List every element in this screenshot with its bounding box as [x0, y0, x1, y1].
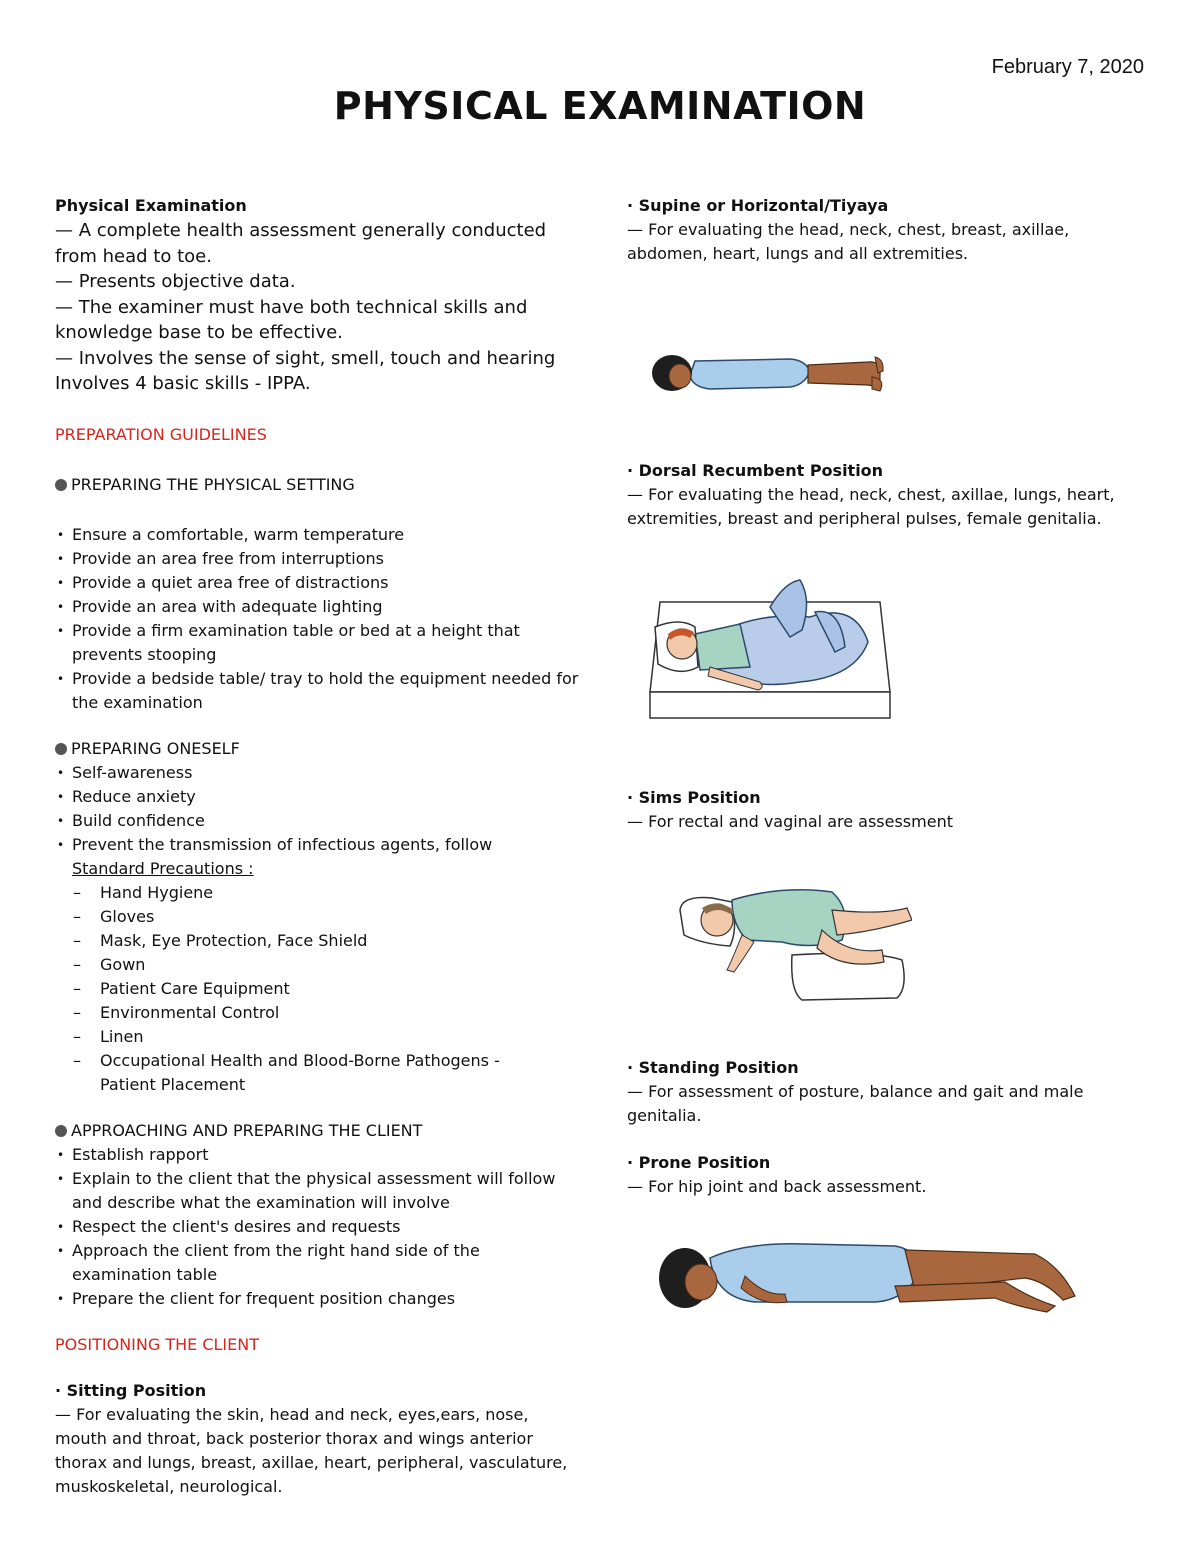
- list-item: • Prepare the client for frequent position changes: [55, 1287, 585, 1311]
- standing-block: [627, 1056, 1147, 1128]
- preparing-oneself-heading: [55, 737, 585, 761]
- left-column: [55, 194, 585, 1499]
- intro-line: — The examiner must have both technical skills and knowledge base to be effective.: [55, 296, 528, 343]
- intro-line: — A complete health assessment generally conducted from head to toe.: [55, 220, 547, 267]
- standing-heading: · Standing Position: [627, 1058, 799, 1077]
- dorsal-recumbent-text: — For evaluating the head, neck, chest, axillae, lungs, heart, extremities, breast and peripheral pulses, female genitalia.: [627, 485, 1115, 528]
- dorsal-recumbent-heading: · Dorsal Recumbent Position: [627, 461, 884, 480]
- sims-block: [627, 786, 1147, 834]
- oneself-list: [55, 761, 585, 857]
- approaching-client-heading: [55, 1119, 585, 1143]
- intro-heading: Physical Examination: [55, 196, 247, 215]
- prone-text: — For hip joint and back assessment.: [627, 1177, 927, 1196]
- list-item: – Gown: [100, 953, 585, 977]
- list-item: • Respect the client's desires and requests: [55, 1215, 585, 1239]
- list-item: • Ensure a comfortable, warm temperature: [55, 523, 585, 547]
- intro-line: — Presents objective data.: [55, 271, 296, 292]
- page-title: PHYSICAL EXAMINATION: [333, 84, 867, 128]
- dorsal-block: [627, 459, 1147, 531]
- list-item: • Build confidence: [55, 809, 585, 833]
- right-column: [627, 194, 1147, 266]
- list-item: • Prevent the transmission of infectious agents, follow: [55, 833, 585, 857]
- list-item: • Provide a firm examination table or bed at a height that prevents stooping: [55, 619, 585, 667]
- client-list: [55, 1143, 585, 1311]
- prone-heading: · Prone Position: [627, 1153, 771, 1172]
- supine-figure: [640, 345, 890, 400]
- supine-heading: · Supine or Horizontal/Tiyaya: [627, 196, 889, 215]
- sims-figure: [672, 880, 912, 1005]
- intro-line: Involves 4 basic skills - IPPA.: [55, 373, 311, 394]
- bullet-dot-icon: [55, 1125, 67, 1137]
- list-item: • Provide an area with adequate lighting: [55, 595, 585, 619]
- intro-body: [55, 218, 585, 397]
- preparing-setting-heading: [55, 473, 585, 497]
- list-item: – Occupational Health and Blood-Borne Pathogens - Patient Placement: [100, 1049, 585, 1097]
- bullet-dot-icon: [55, 743, 67, 755]
- list-item: • Reduce anxiety: [55, 785, 585, 809]
- setting-list: [55, 523, 585, 715]
- list-item: • Establish rapport: [55, 1143, 585, 1167]
- sims-text: — For rectal and vaginal are assessment: [627, 812, 953, 831]
- list-item: – Environmental Control: [100, 1001, 585, 1025]
- list-item: • Self-awareness: [55, 761, 585, 785]
- sitting-position-text: — For evaluating the skin, head and neck, eyes,ears, nose, mouth and throat, back posterior thorax and wings anterior thorax and lungs, breast, axillae, heart, peripheral, vasculature, muskoskeletal, neurological.: [55, 1404, 568, 1496]
- standard-precautions-label: Standard Precautions :: [72, 858, 254, 878]
- preparing-setting-label: PREPARING THE PHYSICAL SETTING: [71, 474, 355, 494]
- approaching-client-label: APPROACHING AND PREPARING THE CLIENT: [71, 1120, 423, 1140]
- list-item: – Mask, Eye Protection, Face Shield: [100, 929, 585, 953]
- list-item: • Provide a bedside table/ tray to hold the equipment needed for the examination: [55, 667, 585, 715]
- bullet-dot-icon: [55, 479, 67, 491]
- positioning-client-title: POSITIONING THE CLIENT: [55, 1334, 259, 1354]
- list-item: – Patient Care Equipment: [100, 977, 585, 1001]
- standing-text: — For assessment of posture, balance and gait and male genitalia.: [627, 1082, 1084, 1125]
- list-item: • Provide a quiet area free of distractions: [55, 571, 585, 595]
- list-item: • Explain to the client that the physical assessment will follow and describe what the examination will involve: [55, 1167, 585, 1215]
- preparing-oneself-label: PREPARING ONESELF: [71, 738, 240, 758]
- prone-block: [627, 1151, 1147, 1199]
- prone-figure: [655, 1236, 1085, 1316]
- precautions-list: [55, 881, 585, 1097]
- sims-heading: · Sims Position: [627, 788, 761, 807]
- dorsal-recumbent-figure: [640, 572, 900, 732]
- list-item: – Linen: [100, 1025, 585, 1049]
- preparation-guidelines-title: PREPARATION GUIDELINES: [55, 424, 267, 444]
- list-item: • Approach the client from the right hand side of the examination table: [55, 1239, 585, 1287]
- list-item: – Gloves: [100, 905, 585, 929]
- list-item: • Provide an area free from interruptions: [55, 547, 585, 571]
- document-date: February 7, 2020: [991, 56, 1144, 78]
- sitting-position-heading: · Sitting Position: [55, 1380, 207, 1400]
- supine-text: — For evaluating the head, neck, chest, breast, axillae, abdomen, heart, lungs and all extremities.: [627, 220, 1070, 263]
- intro-line: — Involves the sense of sight, smell, touch and hearing: [55, 347, 556, 369]
- list-item: – Hand Hygiene: [100, 881, 585, 905]
